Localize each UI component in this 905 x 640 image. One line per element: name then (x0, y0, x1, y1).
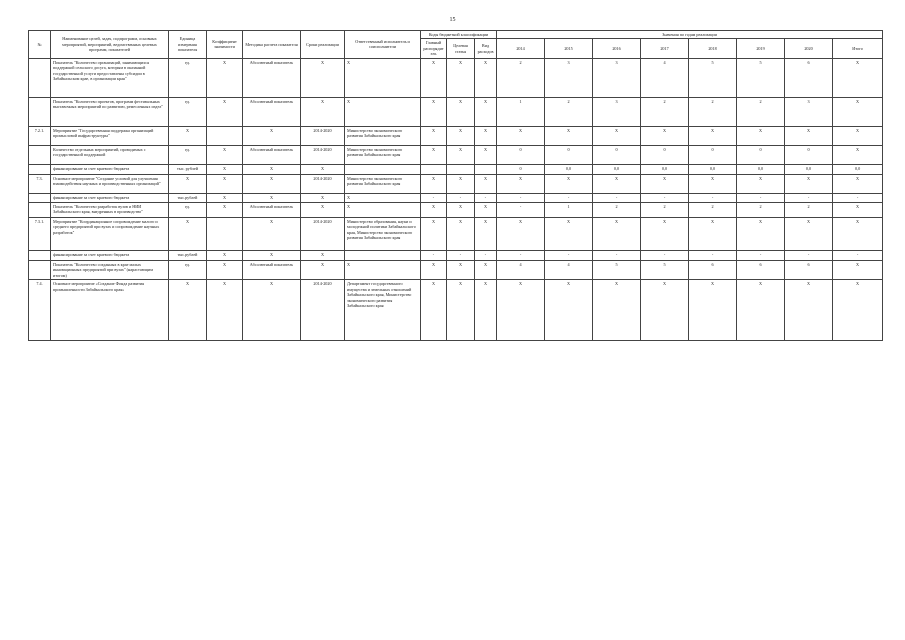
row-code-gr: Х (421, 260, 447, 279)
header-term: Сроки реализации (301, 31, 345, 59)
row-year-value: Х (497, 280, 545, 341)
row-method: Абсолютный показатель (243, 202, 301, 217)
row-year-value: - (689, 250, 737, 260)
row-code-vr: - (475, 193, 497, 202)
row-year-value: 3 (545, 58, 593, 97)
row-year-value: Х (737, 280, 785, 341)
row-code-gr: Х (421, 202, 447, 217)
row-year-value: 0 (641, 145, 689, 164)
row-code-vr (475, 164, 497, 174)
row-year-value: Х (689, 217, 737, 250)
row-code-gr: Х (421, 217, 447, 250)
row-responsible (345, 164, 421, 174)
row-coef: Х (207, 145, 243, 164)
row-name: Основное мероприятие «Создание Фонда развития промышленности Забайкальского края» (51, 280, 169, 341)
table-row (29, 280, 883, 341)
row-code-gr: Х (421, 174, 447, 193)
row-name: Показатель "Количество созданных в крае малых инновационных предприятий при вузах" (нарастающим итогом) (51, 260, 169, 279)
row-term: Х (301, 202, 345, 217)
row-method: Х (243, 193, 301, 202)
row-code-gr: Х (421, 280, 447, 341)
row-unit: Х (169, 217, 207, 250)
row-year-value: 2 (545, 97, 593, 126)
row-year-value: Х (689, 280, 737, 341)
header-total: Итого (833, 39, 883, 58)
row-total: Х (833, 97, 883, 126)
row-year-value: - (593, 193, 641, 202)
row-code-vr: - (475, 250, 497, 260)
row-code-vr: Х (475, 126, 497, 145)
row-year-value: 4 (497, 260, 545, 279)
row-year-value: 1 (545, 202, 593, 217)
header-year: 2018 (689, 39, 737, 58)
row-coef: Х (207, 174, 243, 193)
row-num: 7.3. (29, 174, 51, 193)
row-num (29, 250, 51, 260)
row-name: Показатель "Количество разработок вузов и НИИ Забайкальского края, внедренных в производство" (51, 202, 169, 217)
row-term: Х (301, 164, 345, 174)
row-year-value: Х (497, 217, 545, 250)
row-year-value: 0 (737, 145, 785, 164)
row-num: 7.2.1. (29, 126, 51, 145)
row-unit: тыс.рублей (169, 193, 207, 202)
row-name: Мероприятие "Координационное сопровождение малого и среднего предприятий при вузах и сопровождение научных разработок" (51, 217, 169, 250)
row-year-value: 3 (785, 97, 833, 126)
row-year-value: - (545, 193, 593, 202)
table-row (29, 145, 883, 164)
header-code-vr: Вид расходов (475, 39, 497, 58)
row-total: Х (833, 280, 883, 341)
row-year-value: - (641, 193, 689, 202)
row-year-value: 0 (785, 145, 833, 164)
table-row (29, 217, 883, 250)
row-year-value: Х (497, 126, 545, 145)
row-responsible: Департамент государственного имущества и земельных отношений Забайкальского края, Министерство экономического развития Забайкальского края (345, 280, 421, 341)
row-year-value: - (689, 193, 737, 202)
row-term: 2014-2020 (301, 174, 345, 193)
row-year-value: - (785, 250, 833, 260)
row-total: Х (833, 217, 883, 250)
row-year-value: Х (689, 174, 737, 193)
row-unit: Х (169, 280, 207, 341)
row-coef (207, 217, 243, 250)
page-number: 15 (449, 17, 456, 23)
row-code-vr: Х (475, 174, 497, 193)
row-unit: ед. (169, 97, 207, 126)
row-year-value: 5 (689, 58, 737, 97)
row-year-value: 6 (689, 260, 737, 279)
row-year-value: 5 (641, 260, 689, 279)
table-row (29, 202, 883, 217)
row-unit: ед. (169, 58, 207, 97)
row-responsible (345, 250, 421, 260)
row-year-value: 0,0 (737, 164, 785, 174)
table-row (29, 174, 883, 193)
row-coef: Х (207, 202, 243, 217)
row-year-value: 2 (497, 58, 545, 97)
row-year-value: 0,0 (593, 164, 641, 174)
row-code-cs: Х (447, 97, 475, 126)
row-unit: ед. (169, 260, 207, 279)
row-year-value: Х (785, 217, 833, 250)
header-year: 2016 (593, 39, 641, 58)
row-coef (207, 126, 243, 145)
header-year: 2020 (785, 39, 833, 58)
row-unit: ед. (169, 145, 207, 164)
row-year-value: 0,0 (785, 164, 833, 174)
row-year-value: - (497, 193, 545, 202)
row-responsible: Министерство экономического развития Забайкальского края (345, 126, 421, 145)
row-year-value: Х (689, 126, 737, 145)
row-num: 7.4. (29, 280, 51, 341)
row-code-vr: Х (475, 145, 497, 164)
row-code-cs (447, 164, 475, 174)
row-year-value: Х (737, 217, 785, 250)
row-method: Абсолютный показатель (243, 260, 301, 279)
row-year-value: 5 (593, 260, 641, 279)
row-year-value: Х (545, 126, 593, 145)
row-total: - (833, 250, 883, 260)
table-row (29, 260, 883, 279)
row-method: Абсолютный показатель (243, 58, 301, 97)
row-year-value: Х (641, 217, 689, 250)
row-responsible: Х (345, 202, 421, 217)
row-year-value: 5 (737, 58, 785, 97)
header-unit: Единица измерения показателя (169, 31, 207, 59)
row-responsible: Министерство образования, науки и молодежной политики Забайкальского края, Министерство экономического развития Забайкальского края (345, 217, 421, 250)
row-num (29, 58, 51, 97)
row-total: Х (833, 145, 883, 164)
row-code-gr (421, 164, 447, 174)
row-term: Х (301, 97, 345, 126)
table-row (29, 193, 883, 202)
row-year-value: Х (641, 126, 689, 145)
row-year-value: 6 (785, 58, 833, 97)
row-year-value: - (497, 250, 545, 260)
row-code-cs: Х (447, 145, 475, 164)
row-term: Х (301, 260, 345, 279)
row-year-value: Х (545, 280, 593, 341)
row-name: Мероприятие "Государственная поддержка организаций промысловой инфраструктуры" (51, 126, 169, 145)
row-total: Х (833, 174, 883, 193)
row-method: Абсолютный показатель (243, 145, 301, 164)
header-year: 2017 (641, 39, 689, 58)
row-unit: ед. (169, 202, 207, 217)
row-code-cs: Х (447, 202, 475, 217)
row-year-value: Х (737, 174, 785, 193)
row-code-cs: Х (447, 126, 475, 145)
header-year: 2019 (737, 39, 785, 58)
row-num: 7.3.1. (29, 217, 51, 250)
row-name: Основное мероприятие "Создание условий для улучшения взаимодействия научных и производственных организаций" (51, 174, 169, 193)
table-row (29, 164, 883, 174)
row-total: Х (833, 58, 883, 97)
row-name: Показатель "Количество проектов, программ фестивальных выставочных мероприятий по развитию, ремесленных издел" (51, 97, 169, 126)
table-row (29, 250, 883, 260)
row-code-cs: Х (447, 174, 475, 193)
row-year-value: - (737, 250, 785, 260)
row-unit: Х (169, 126, 207, 145)
row-year-value: Х (593, 280, 641, 341)
header-resp: Ответственный исполнитель и соисполнители (345, 31, 421, 59)
row-coef: Х (207, 164, 243, 174)
header-coef: Коэффициент значимости (207, 31, 243, 59)
row-year-value: 2 (689, 97, 737, 126)
row-coef: Х (207, 58, 243, 97)
header-year: 2015 (545, 39, 593, 58)
row-year-value: Х (545, 217, 593, 250)
row-code-gr: Х (421, 58, 447, 97)
row-year-value: 2 (689, 202, 737, 217)
row-num (29, 260, 51, 279)
row-responsible: Х (345, 58, 421, 97)
row-unit: тыс. рублей (169, 164, 207, 174)
row-year-value: 0,0 (689, 164, 737, 174)
row-year-value: 2 (785, 202, 833, 217)
row-responsible: Министерство экономического развития Забайкальского края (345, 145, 421, 164)
row-method: Абсолютный показатель (243, 97, 301, 126)
row-coef: Х (207, 280, 243, 341)
row-unit: тыс.рублей (169, 250, 207, 260)
row-year-value: Х (497, 174, 545, 193)
row-year-value: Х (785, 174, 833, 193)
row-code-cs: - (447, 193, 475, 202)
row-total: 0,0 (833, 164, 883, 174)
row-num (29, 193, 51, 202)
row-term: 2014-2020 (301, 145, 345, 164)
table-row (29, 58, 883, 97)
row-total: Х (833, 126, 883, 145)
row-year-value: Х (593, 217, 641, 250)
row-year-value: Х (785, 126, 833, 145)
row-responsible: Х (345, 97, 421, 126)
row-num (29, 97, 51, 126)
row-code-gr: Х (421, 97, 447, 126)
header-code-gr: Главный распорядитель (421, 39, 447, 58)
row-num (29, 164, 51, 174)
row-code-cs: Х (447, 58, 475, 97)
row-name: Количество отдельных мероприятий, проводимых с государственной поддержкой (51, 145, 169, 164)
row-year-value: 4 (641, 58, 689, 97)
row-year-value: 2 (737, 97, 785, 126)
row-coef: Х (207, 260, 243, 279)
row-code-gr: Х (421, 126, 447, 145)
row-num (29, 202, 51, 217)
header-method: Методика расчета показателя (243, 31, 301, 59)
row-name: Показатель "Количество организаций, занимающихся поддержкой сельского досуга, которым в оказанной государственной услуги предоставлены субсидии в Забайкальском крае, в организации края" (51, 58, 169, 97)
row-term: 2014-2020 (301, 126, 345, 145)
row-term: Х (301, 58, 345, 97)
row-unit: Х (169, 174, 207, 193)
row-year-value: 2 (641, 202, 689, 217)
row-year-value: 6 (785, 260, 833, 279)
header-values-group: Значения по годам реализации (497, 31, 883, 39)
row-name: финансирование за счет краевого бюджета (51, 193, 169, 202)
row-responsible: Х (345, 193, 421, 202)
row-year-value: - (545, 250, 593, 260)
row-year-value: Х (641, 280, 689, 341)
row-method: Х (243, 174, 301, 193)
row-responsible: Х (345, 260, 421, 279)
row-year-value: - (593, 250, 641, 260)
row-name: финансирование за счет краевого бюджета (51, 250, 169, 260)
row-code-cs: Х (447, 217, 475, 250)
table-row (29, 97, 883, 126)
program-table (28, 30, 883, 341)
row-year-value: Х (593, 174, 641, 193)
row-responsible: Министерство экономического развития Забайкальского края (345, 174, 421, 193)
row-year-value: 4 (545, 260, 593, 279)
row-code-vr: Х (475, 280, 497, 341)
row-code-vr: Х (475, 217, 497, 250)
row-method: Х (243, 250, 301, 260)
row-year-value: 3 (593, 97, 641, 126)
row-year-value: - (641, 250, 689, 260)
row-code-cs: - (447, 250, 475, 260)
row-year-value: Х (545, 174, 593, 193)
row-year-value: - (737, 193, 785, 202)
row-method: Х (243, 126, 301, 145)
row-code-gr: - (421, 250, 447, 260)
row-method: Х (243, 164, 301, 174)
row-method: Х (243, 280, 301, 341)
row-code-cs: Х (447, 280, 475, 341)
header-year: 2014 (497, 39, 545, 58)
row-year-value: Х (737, 126, 785, 145)
row-coef: Х (207, 250, 243, 260)
row-code-vr: Х (475, 202, 497, 217)
row-total: - (833, 193, 883, 202)
header-code-cs: Целевая статья (447, 39, 475, 58)
row-code-gr: - (421, 193, 447, 202)
row-term: Х (301, 193, 345, 202)
row-code-cs: Х (447, 260, 475, 279)
row-year-value: Х (785, 280, 833, 341)
row-term: 2014-2020 (301, 280, 345, 341)
row-code-vr: Х (475, 58, 497, 97)
row-code-vr: Х (475, 97, 497, 126)
row-year-value: 2 (737, 202, 785, 217)
row-total: Х (833, 260, 883, 279)
row-code-vr: Х (475, 260, 497, 279)
header-codes-group: Коды бюджетной классификации (421, 31, 497, 39)
row-year-value: 2 (593, 202, 641, 217)
row-year-value: 0 (497, 145, 545, 164)
row-year-value: 0 (497, 164, 545, 174)
row-year-value: 0,0 (545, 164, 593, 174)
row-num (29, 145, 51, 164)
row-year-value: 3 (593, 58, 641, 97)
row-year-value: 2 (641, 97, 689, 126)
row-year-value: - (785, 193, 833, 202)
row-coef: Х (207, 193, 243, 202)
row-coef: Х (207, 97, 243, 126)
row-year-value: 6 (737, 260, 785, 279)
table-row (29, 126, 883, 145)
header-num: № (29, 31, 51, 59)
row-total: Х (833, 202, 883, 217)
row-year-value: Х (593, 126, 641, 145)
row-year-value: 0 (545, 145, 593, 164)
row-year-value: - (497, 202, 545, 217)
row-term: Х (301, 250, 345, 260)
row-method: Х (243, 217, 301, 250)
row-code-gr: Х (421, 145, 447, 164)
row-name: финансирование за счет краевого бюджета (51, 164, 169, 174)
row-year-value: 1 (497, 97, 545, 126)
row-term: 2014-2020 (301, 217, 345, 250)
row-year-value: 0,0 (641, 164, 689, 174)
row-year-value: 0 (689, 145, 737, 164)
row-year-value: 0 (593, 145, 641, 164)
header-name: Наименование целей, задач, подпрограмм, основных мероприятий, мероприятий, ведомственных целевых программ, показателей (51, 31, 169, 59)
row-year-value: Х (641, 174, 689, 193)
